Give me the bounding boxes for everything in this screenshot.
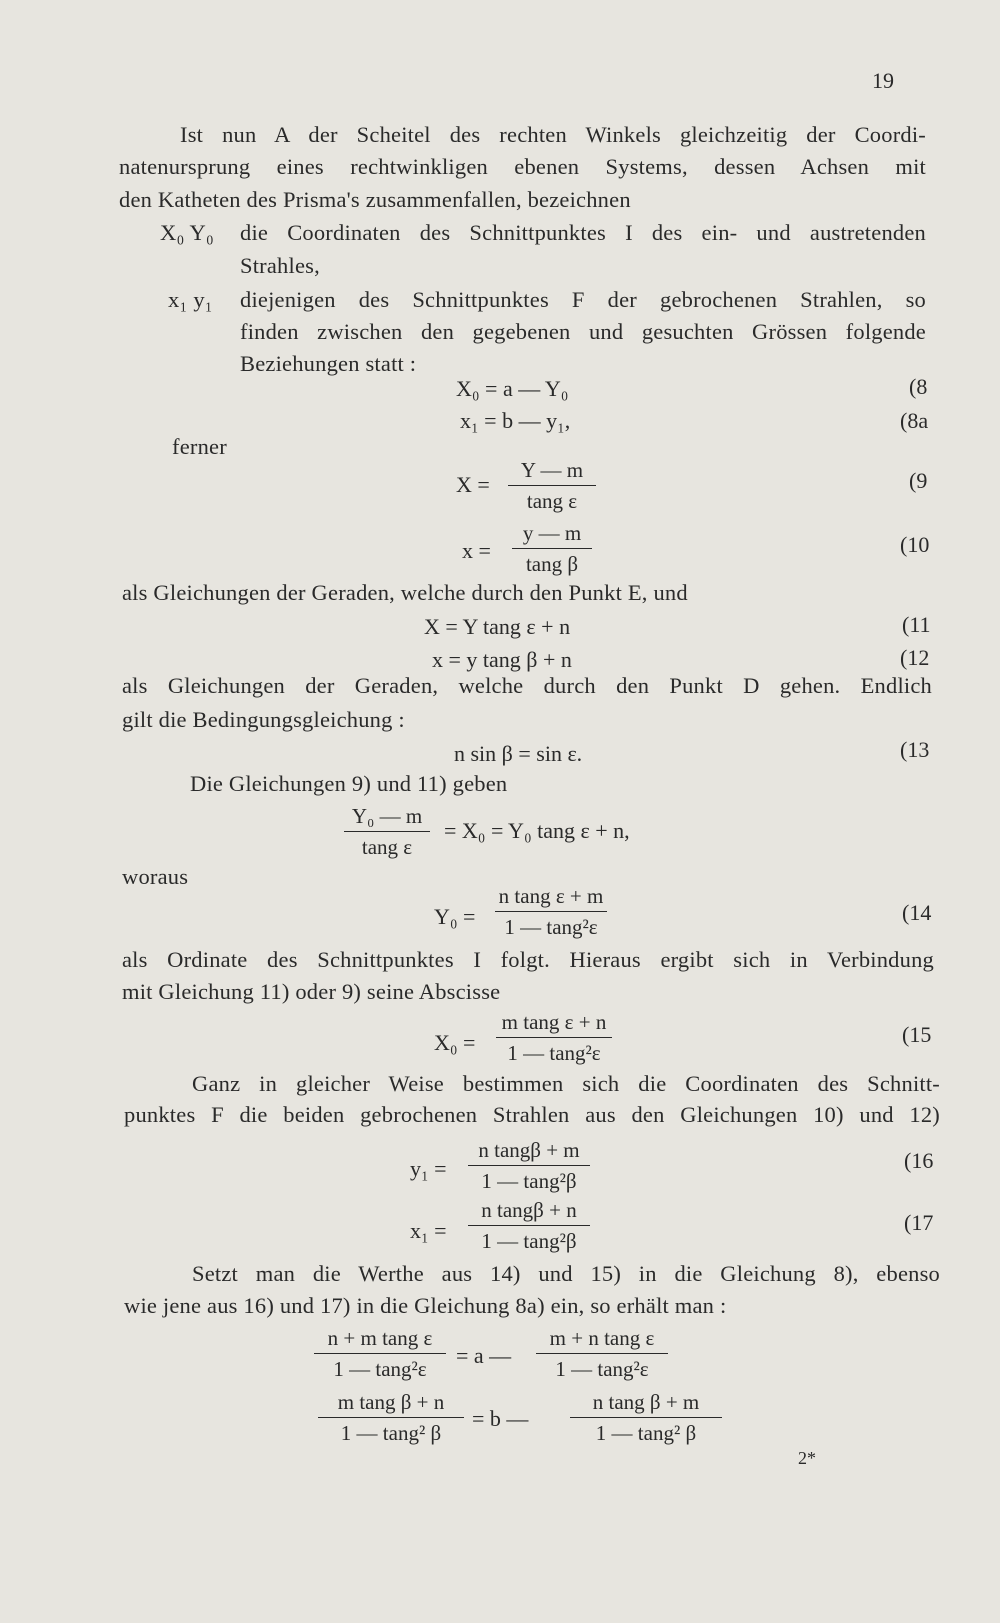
equation-9-numerator: Y — m <box>520 458 584 482</box>
text-b-1: als Gleichungen der Geraden, welche durch den Punkt D gehen. Endlich <box>122 673 932 698</box>
equation-16-number: (16 <box>904 1148 934 1173</box>
equation-12-number: (12 <box>900 645 930 670</box>
fraction-bar <box>468 1165 590 1166</box>
equation-14-number: (14 <box>902 900 932 925</box>
equation-a-fraction <box>344 804 430 860</box>
text-b-2: gilt die Bedingungsgleichung : <box>122 707 405 732</box>
equation-13: n sin β = sin ε. <box>454 741 583 766</box>
equation-9-lhs: X = <box>456 472 490 497</box>
equation-15-number: (15 <box>902 1022 932 1047</box>
equation-14-numerator: n tang ε + m <box>498 884 604 908</box>
equation-17-number: (17 <box>904 1210 934 1235</box>
equation-16-numerator: n tangβ + m <box>478 1138 580 1162</box>
equation-a-numerator: Y₀ — m <box>351 804 423 828</box>
fraction-bar <box>314 1353 446 1354</box>
equation-15-lhs: X₀ = <box>434 1030 476 1055</box>
fraction-bar <box>512 548 592 549</box>
equation-13-number: (13 <box>900 737 930 762</box>
equation-16-fraction <box>468 1138 590 1194</box>
equation-a-denominator: tang ε <box>361 835 413 859</box>
equation-c-right-fraction <box>570 1390 722 1446</box>
equation-14-fraction <box>495 884 607 940</box>
equation-16-lhs: y₁ = <box>410 1156 447 1181</box>
equation-17-fraction <box>468 1198 590 1254</box>
text-d-1: als Ordinate des Schnittpunktes I folgt. Hieraus ergibt sich in Verbindung <box>122 947 934 972</box>
equation-10-number: (10 <box>900 532 930 557</box>
equation-10-numerator: y — m <box>522 521 582 545</box>
text-f-2: wie jene aus 16) und 17) in die Gleichung 8a) ein, so erhält man : <box>124 1293 727 1318</box>
equation-c-left-numerator: m tang β + n <box>337 1390 445 1414</box>
intro-line-1: Ist nun A der Scheitel des rechten Winkels gleichzeitig der Coordi- <box>180 122 926 147</box>
fraction-bar <box>508 485 596 486</box>
fraction-bar <box>495 911 607 912</box>
equation-8a: x₁ = b — y₁, <box>460 408 571 433</box>
equation-8: X₀ = a — Y₀ <box>456 376 569 401</box>
intro-line-3: den Katheten des Prisma's zusammenfallen, bezeichnen <box>119 187 631 212</box>
equation-15-denominator: 1 — tang²ε <box>507 1041 601 1065</box>
text-e-1: Ganz in gleicher Weise bestimmen sich die Coordinaten des Schnitt- <box>192 1071 940 1096</box>
text-e-2: punktes F die beiden gebrochenen Strahlen aus den Gleichungen 10) und 12) <box>124 1102 940 1127</box>
equation-10-denominator: tang β <box>525 552 579 576</box>
equation-b-right-fraction <box>536 1326 668 1382</box>
equation-9-denominator: tang ε <box>526 489 578 513</box>
fraction-bar <box>318 1417 464 1418</box>
text-d-2: mit Gleichung 11) oder 9) seine Abscisse <box>122 979 501 1004</box>
fraction-bar <box>468 1225 590 1226</box>
page-number: 19 <box>872 68 894 93</box>
definition-text-2c: Beziehungen statt : <box>240 351 417 376</box>
equation-c-right-numerator: n tang β + m <box>592 1390 700 1414</box>
equation-11: X = Y tang ε + n <box>424 614 571 639</box>
equation-b-left-numerator: n + m tang ε <box>327 1326 433 1350</box>
definition-text-2a: diejenigen des Schnittpunktes F der gebrochenen Strahlen, so <box>240 287 926 312</box>
definition-symbol-x1y1: x₁ y₁ <box>168 287 213 312</box>
definition-symbol-x0y0: X₀ Y₀ <box>160 220 214 245</box>
equation-17-numerator: n tangβ + n <box>481 1198 577 1222</box>
equation-15-numerator: m tang ε + n <box>501 1010 607 1034</box>
definition-text-1b: Strahles, <box>240 253 320 278</box>
equation-17-denominator: 1 — tang²β <box>481 1229 577 1253</box>
definition-text-1a: die Coordinaten des Schnittpunktes I des ein- und austretenden <box>240 220 926 245</box>
fraction-bar <box>536 1353 668 1354</box>
definition-text-2b: finden zwischen den gegebenen und gesuchten Grössen folgende <box>240 319 926 344</box>
equation-9-number: (9 <box>909 468 928 493</box>
equation-b-right-denominator: 1 — tang²ε <box>555 1357 649 1381</box>
equation-c-middle: = b — <box>472 1406 529 1431</box>
fraction-bar <box>496 1037 612 1038</box>
equation-b-right-numerator: m + n tang ε <box>549 1326 655 1350</box>
sheet-signature-mark: 2* <box>798 1448 816 1468</box>
equation-8a-number: (8a <box>900 408 929 433</box>
text-f-1: Setzt man die Werthe aus 14) und 15) in die Gleichung 8), ebenso <box>192 1261 940 1286</box>
woraus-label: woraus <box>122 864 189 889</box>
equation-10-fraction <box>512 521 592 577</box>
equation-b-left-fraction <box>314 1326 446 1382</box>
equation-15-fraction <box>496 1010 612 1066</box>
equation-a-rest: = X₀ = Y₀ tang ε + n, <box>444 818 630 843</box>
equation-b-left-denominator: 1 — tang²ε <box>333 1357 427 1381</box>
intro-line-2: natenursprung eines rechtwinkligen ebenen Systems, dessen Achsen mit <box>119 154 926 179</box>
equation-c-right-denominator: 1 — tang² β <box>595 1421 697 1445</box>
ferner-label: ferner <box>172 434 227 459</box>
equation-c-left-fraction <box>318 1390 464 1446</box>
equation-9-fraction <box>508 458 596 514</box>
equation-17-lhs: x₁ = <box>410 1218 447 1243</box>
equation-c-left-denominator: 1 — tang² β <box>340 1421 442 1445</box>
equation-14-lhs: Y₀ = <box>434 904 476 929</box>
equation-8-number: (8 <box>909 374 928 399</box>
equation-10-lhs: x = <box>462 538 491 563</box>
equation-14-denominator: 1 — tang²ε <box>504 915 598 939</box>
equation-11-number: (11 <box>902 612 931 637</box>
fraction-bar <box>344 831 430 832</box>
text-a: als Gleichungen der Geraden, welche durch den Punkt E, und <box>122 580 688 605</box>
equation-16-denominator: 1 — tang²β <box>481 1169 577 1193</box>
text-c: Die Gleichungen 9) und 11) geben <box>190 771 508 796</box>
equation-12: x = y tang β + n <box>432 647 572 672</box>
equation-b-middle: = a — <box>456 1343 512 1368</box>
fraction-bar <box>570 1417 722 1418</box>
